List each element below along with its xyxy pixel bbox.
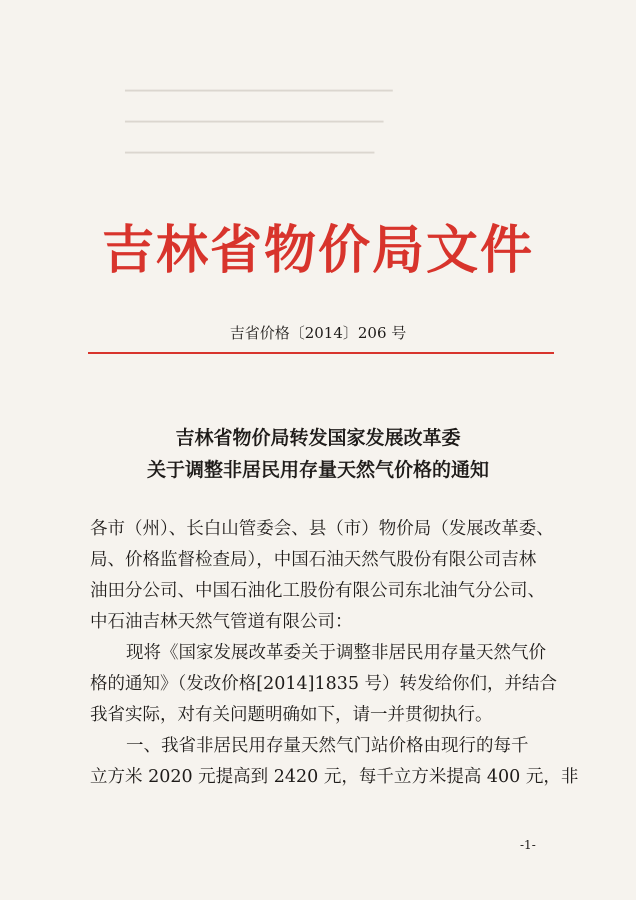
subject-line: 吉林省物价局转发国家发展改革委 [175, 427, 461, 449]
recipients-line: 油田分公司、中国石油化工股份有限公司东北油气分公司、 [90, 581, 545, 601]
recipients-line: 中石油吉林天然气管道有限公司： [90, 612, 353, 632]
subject-line: 关于调整非居民用存量天然气价格的通知 [146, 459, 489, 481]
document-subject [0, 422, 636, 486]
recipients-line: 各市（州）、长白山管委会、县（市）物价局（发展改革委、 [90, 519, 554, 539]
document-body [90, 514, 579, 793]
recipients-line: 局、价格监督检查局），中国石油天然气股份有限公司吉林 [90, 550, 537, 570]
document-header-title: 吉林省物价局文件 [101, 221, 534, 281]
paragraph-line: 现将《国家发展改革委关于调整非居民用存量天然气价 [126, 643, 546, 663]
paragraph-line: 立方米 2020 元提高到 2420 元，每千立方米提高 400 元，非 [90, 767, 579, 787]
show-through-watermark: ▔▔▔▔▔▔▔▔▔▔▔▔▔▔▔▔▔▔▔▔▔▔▔▔▔▔▔▔▔ ▔▔▔▔▔▔▔▔▔▔▔▔▔▔▔▔▔▔▔▔▔▔▔▔▔▔▔▔ ▔▔▔▔▔▔▔▔▔▔▔▔▔▔▔▔▔▔▔▔▔▔▔▔▔▔▔ [125, 90, 393, 166]
paragraph-line: 格的通知》（发改价格[2014]1835 号）转发给你们，并结合 [90, 674, 558, 694]
page-number: -1- [520, 838, 536, 852]
document-number: 吉省价格〔2014〕206 号 [229, 324, 407, 342]
red-divider-line [88, 352, 554, 354]
paragraph-line: 一、我省非居民用存量天然气门站价格由现行的每千 [126, 736, 529, 756]
paragraph-line: 我省实际，对有关问题明确如下，请一并贯彻执行。 [90, 705, 493, 725]
